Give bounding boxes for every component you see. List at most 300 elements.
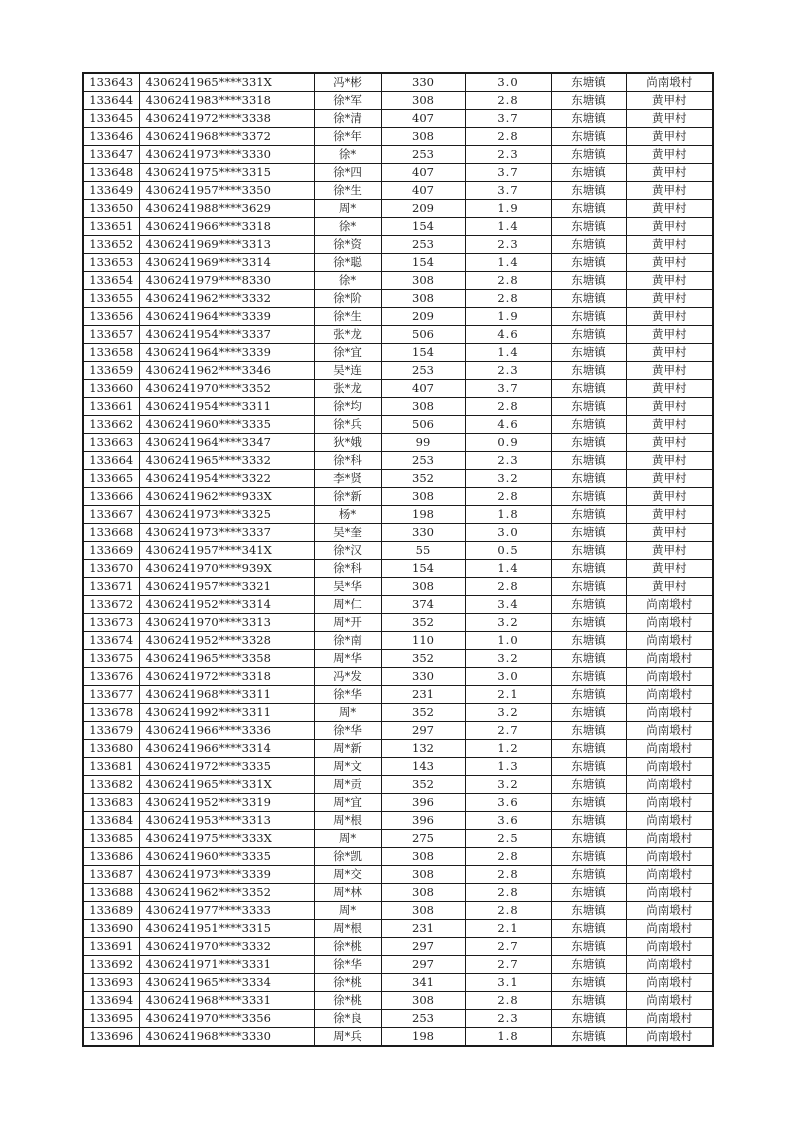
ratio-cell: 4.6 xyxy=(465,326,551,344)
name-cell: 冯*彬 xyxy=(314,73,381,92)
town-cell: 东塘镇 xyxy=(551,73,626,92)
amount-cell: 308 xyxy=(381,272,465,290)
amount-cell: 341 xyxy=(381,974,465,992)
id-number-cell: 4306241971****3331 xyxy=(139,956,314,974)
village-cell: 黄甲村 xyxy=(626,182,713,200)
amount-cell: 297 xyxy=(381,938,465,956)
ratio-cell: 3.0 xyxy=(465,524,551,542)
amount-cell: 297 xyxy=(381,956,465,974)
village-cell: 尚南塅村 xyxy=(626,686,713,704)
town-cell: 东塘镇 xyxy=(551,956,626,974)
serial-number-cell: 133658 xyxy=(83,344,139,362)
amount-cell: 308 xyxy=(381,290,465,308)
village-cell: 尚南塅村 xyxy=(626,830,713,848)
name-cell: 徐*宜 xyxy=(314,344,381,362)
table-row xyxy=(83,308,713,326)
table-row xyxy=(83,92,713,110)
town-cell: 东塘镇 xyxy=(551,794,626,812)
town-cell: 东塘镇 xyxy=(551,398,626,416)
name-cell: 周*开 xyxy=(314,614,381,632)
id-number-cell: 4306241966****3336 xyxy=(139,722,314,740)
amount-cell: 396 xyxy=(381,794,465,812)
serial-number-cell: 133651 xyxy=(83,218,139,236)
id-number-cell: 4306241988****3629 xyxy=(139,200,314,218)
ratio-cell: 3.0 xyxy=(465,668,551,686)
serial-number-cell: 133668 xyxy=(83,524,139,542)
ratio-cell: 2.5 xyxy=(465,830,551,848)
id-number-cell: 4306241960****3335 xyxy=(139,848,314,866)
town-cell: 东塘镇 xyxy=(551,542,626,560)
table-row xyxy=(83,326,713,344)
village-cell: 尚南塅村 xyxy=(626,884,713,902)
amount-cell: 154 xyxy=(381,560,465,578)
village-cell: 尚南塅村 xyxy=(626,704,713,722)
id-number-cell: 4306241954****3337 xyxy=(139,326,314,344)
town-cell: 东塘镇 xyxy=(551,1010,626,1028)
table-row xyxy=(83,506,713,524)
name-cell: 徐*华 xyxy=(314,722,381,740)
name-cell: 徐*南 xyxy=(314,632,381,650)
serial-number-cell: 133689 xyxy=(83,902,139,920)
village-cell: 黄甲村 xyxy=(626,578,713,596)
name-cell: 徐*均 xyxy=(314,398,381,416)
table-row xyxy=(83,578,713,596)
table-row xyxy=(83,128,713,146)
village-cell: 黄甲村 xyxy=(626,272,713,290)
serial-number-cell: 133674 xyxy=(83,632,139,650)
roster-table xyxy=(82,72,714,1047)
town-cell: 东塘镇 xyxy=(551,308,626,326)
serial-number-cell: 133652 xyxy=(83,236,139,254)
ratio-cell: 3.7 xyxy=(465,164,551,182)
serial-number-cell: 133660 xyxy=(83,380,139,398)
amount-cell: 231 xyxy=(381,686,465,704)
serial-number-cell: 133655 xyxy=(83,290,139,308)
name-cell: 周* xyxy=(314,902,381,920)
town-cell: 东塘镇 xyxy=(551,164,626,182)
amount-cell: 407 xyxy=(381,164,465,182)
village-cell: 尚南塅村 xyxy=(626,758,713,776)
town-cell: 东塘镇 xyxy=(551,200,626,218)
town-cell: 东塘镇 xyxy=(551,614,626,632)
name-cell: 吴*连 xyxy=(314,362,381,380)
ratio-cell: 2.8 xyxy=(465,992,551,1010)
name-cell: 徐*华 xyxy=(314,956,381,974)
town-cell: 东塘镇 xyxy=(551,470,626,488)
id-number-cell: 4306241965****331X xyxy=(139,776,314,794)
village-cell: 黄甲村 xyxy=(626,92,713,110)
name-cell: 徐*华 xyxy=(314,686,381,704)
id-number-cell: 4306241983****3318 xyxy=(139,92,314,110)
name-cell: 徐* xyxy=(314,146,381,164)
ratio-cell: 1.8 xyxy=(465,506,551,524)
serial-number-cell: 133663 xyxy=(83,434,139,452)
ratio-cell: 2.8 xyxy=(465,848,551,866)
ratio-cell: 3.2 xyxy=(465,650,551,668)
village-cell: 尚南塅村 xyxy=(626,73,713,92)
table-row xyxy=(83,866,713,884)
village-cell: 黄甲村 xyxy=(626,362,713,380)
name-cell: 徐* xyxy=(314,218,381,236)
amount-cell: 308 xyxy=(381,884,465,902)
ratio-cell: 3.7 xyxy=(465,380,551,398)
id-number-cell: 4306241972****3338 xyxy=(139,110,314,128)
town-cell: 东塘镇 xyxy=(551,362,626,380)
amount-cell: 352 xyxy=(381,650,465,668)
id-number-cell: 4306241973****3330 xyxy=(139,146,314,164)
amount-cell: 352 xyxy=(381,470,465,488)
id-number-cell: 4306241973****3339 xyxy=(139,866,314,884)
ratio-cell: 2.8 xyxy=(465,92,551,110)
town-cell: 东塘镇 xyxy=(551,1028,626,1047)
village-cell: 黄甲村 xyxy=(626,560,713,578)
amount-cell: 253 xyxy=(381,146,465,164)
name-cell: 徐*凯 xyxy=(314,848,381,866)
serial-number-cell: 133688 xyxy=(83,884,139,902)
name-cell: 徐*生 xyxy=(314,182,381,200)
town-cell: 东塘镇 xyxy=(551,524,626,542)
village-cell: 尚南塅村 xyxy=(626,722,713,740)
serial-number-cell: 133664 xyxy=(83,452,139,470)
ratio-cell: 1.2 xyxy=(465,740,551,758)
id-number-cell: 4306241975****333X xyxy=(139,830,314,848)
ratio-cell: 2.7 xyxy=(465,938,551,956)
table-row xyxy=(83,686,713,704)
name-cell: 徐*聪 xyxy=(314,254,381,272)
name-cell: 吴*奎 xyxy=(314,524,381,542)
ratio-cell: 2.8 xyxy=(465,578,551,596)
ratio-cell: 2.8 xyxy=(465,884,551,902)
ratio-cell: 2.3 xyxy=(465,452,551,470)
village-cell: 尚南塅村 xyxy=(626,812,713,830)
id-number-cell: 4306241966****3314 xyxy=(139,740,314,758)
amount-cell: 330 xyxy=(381,668,465,686)
ratio-cell: 4.6 xyxy=(465,416,551,434)
amount-cell: 308 xyxy=(381,488,465,506)
ratio-cell: 1.9 xyxy=(465,308,551,326)
id-number-cell: 4306241954****3322 xyxy=(139,470,314,488)
town-cell: 东塘镇 xyxy=(551,326,626,344)
amount-cell: 308 xyxy=(381,866,465,884)
amount-cell: 154 xyxy=(381,254,465,272)
amount-cell: 99 xyxy=(381,434,465,452)
town-cell: 东塘镇 xyxy=(551,560,626,578)
name-cell: 徐*桃 xyxy=(314,992,381,1010)
amount-cell: 209 xyxy=(381,200,465,218)
serial-number-cell: 133669 xyxy=(83,542,139,560)
village-cell: 黄甲村 xyxy=(626,434,713,452)
serial-number-cell: 133647 xyxy=(83,146,139,164)
amount-cell: 308 xyxy=(381,578,465,596)
village-cell: 黄甲村 xyxy=(626,506,713,524)
town-cell: 东塘镇 xyxy=(551,488,626,506)
id-number-cell: 4306241953****3313 xyxy=(139,812,314,830)
village-cell: 黄甲村 xyxy=(626,164,713,182)
town-cell: 东塘镇 xyxy=(551,992,626,1010)
town-cell: 东塘镇 xyxy=(551,416,626,434)
name-cell: 周*根 xyxy=(314,812,381,830)
town-cell: 东塘镇 xyxy=(551,722,626,740)
id-number-cell: 4306241954****3311 xyxy=(139,398,314,416)
village-cell: 黄甲村 xyxy=(626,218,713,236)
serial-number-cell: 133684 xyxy=(83,812,139,830)
town-cell: 东塘镇 xyxy=(551,290,626,308)
village-cell: 黄甲村 xyxy=(626,146,713,164)
name-cell: 狄*娥 xyxy=(314,434,381,452)
village-cell: 尚南塅村 xyxy=(626,848,713,866)
id-number-cell: 4306241966****3318 xyxy=(139,218,314,236)
town-cell: 东塘镇 xyxy=(551,578,626,596)
serial-number-cell: 133675 xyxy=(83,650,139,668)
name-cell: 李*贤 xyxy=(314,470,381,488)
village-cell: 黄甲村 xyxy=(626,470,713,488)
ratio-cell: 1.4 xyxy=(465,560,551,578)
ratio-cell: 2.1 xyxy=(465,920,551,938)
ratio-cell: 1.0 xyxy=(465,632,551,650)
name-cell: 张*龙 xyxy=(314,326,381,344)
ratio-cell: 3.6 xyxy=(465,794,551,812)
town-cell: 东塘镇 xyxy=(551,758,626,776)
amount-cell: 407 xyxy=(381,182,465,200)
serial-number-cell: 133686 xyxy=(83,848,139,866)
id-number-cell: 4306241965****3332 xyxy=(139,452,314,470)
serial-number-cell: 133681 xyxy=(83,758,139,776)
serial-number-cell: 133691 xyxy=(83,938,139,956)
serial-number-cell: 133654 xyxy=(83,272,139,290)
amount-cell: 308 xyxy=(381,992,465,1010)
table-row xyxy=(83,344,713,362)
id-number-cell: 4306241973****3337 xyxy=(139,524,314,542)
serial-number-cell: 133685 xyxy=(83,830,139,848)
village-cell: 尚南塅村 xyxy=(626,956,713,974)
serial-number-cell: 133673 xyxy=(83,614,139,632)
village-cell: 尚南塅村 xyxy=(626,632,713,650)
name-cell: 徐*科 xyxy=(314,452,381,470)
village-cell: 黄甲村 xyxy=(626,290,713,308)
name-cell: 徐*军 xyxy=(314,92,381,110)
table-row xyxy=(83,434,713,452)
name-cell: 吴*华 xyxy=(314,578,381,596)
town-cell: 东塘镇 xyxy=(551,434,626,452)
amount-cell: 110 xyxy=(381,632,465,650)
village-cell: 尚南塅村 xyxy=(626,614,713,632)
town-cell: 东塘镇 xyxy=(551,236,626,254)
village-cell: 黄甲村 xyxy=(626,200,713,218)
table-row xyxy=(83,632,713,650)
town-cell: 东塘镇 xyxy=(551,380,626,398)
town-cell: 东塘镇 xyxy=(551,92,626,110)
table-row xyxy=(83,182,713,200)
id-number-cell: 4306241952****3328 xyxy=(139,632,314,650)
town-cell: 东塘镇 xyxy=(551,596,626,614)
table-row xyxy=(83,596,713,614)
village-cell: 黄甲村 xyxy=(626,344,713,362)
ratio-cell: 2.7 xyxy=(465,956,551,974)
serial-number-cell: 133645 xyxy=(83,110,139,128)
amount-cell: 297 xyxy=(381,722,465,740)
id-number-cell: 4306241957****3350 xyxy=(139,182,314,200)
ratio-cell: 1.4 xyxy=(465,254,551,272)
town-cell: 东塘镇 xyxy=(551,272,626,290)
id-number-cell: 4306241964****3339 xyxy=(139,308,314,326)
village-cell: 尚南塅村 xyxy=(626,1010,713,1028)
amount-cell: 352 xyxy=(381,776,465,794)
name-cell: 周*宜 xyxy=(314,794,381,812)
name-cell: 冯*发 xyxy=(314,668,381,686)
amount-cell: 308 xyxy=(381,398,465,416)
village-cell: 黄甲村 xyxy=(626,416,713,434)
amount-cell: 308 xyxy=(381,848,465,866)
id-number-cell: 4306241965****331X xyxy=(139,73,314,92)
serial-number-cell: 133671 xyxy=(83,578,139,596)
id-number-cell: 4306241957****3321 xyxy=(139,578,314,596)
table-row xyxy=(83,398,713,416)
town-cell: 东塘镇 xyxy=(551,506,626,524)
ratio-cell: 1.9 xyxy=(465,200,551,218)
serial-number-cell: 133670 xyxy=(83,560,139,578)
town-cell: 东塘镇 xyxy=(551,344,626,362)
table-row xyxy=(83,902,713,920)
table-row xyxy=(83,164,713,182)
town-cell: 东塘镇 xyxy=(551,866,626,884)
serial-number-cell: 133665 xyxy=(83,470,139,488)
village-cell: 尚南塅村 xyxy=(626,776,713,794)
id-number-cell: 4306241970****3356 xyxy=(139,1010,314,1028)
name-cell: 张*龙 xyxy=(314,380,381,398)
amount-cell: 275 xyxy=(381,830,465,848)
amount-cell: 407 xyxy=(381,380,465,398)
name-cell: 周*根 xyxy=(314,920,381,938)
village-cell: 黄甲村 xyxy=(626,128,713,146)
town-cell: 东塘镇 xyxy=(551,884,626,902)
id-number-cell: 4306241960****3335 xyxy=(139,416,314,434)
ratio-cell: 0.9 xyxy=(465,434,551,452)
table-row xyxy=(83,794,713,812)
table-row xyxy=(83,668,713,686)
table-row xyxy=(83,704,713,722)
ratio-cell: 3.2 xyxy=(465,704,551,722)
village-cell: 黄甲村 xyxy=(626,110,713,128)
ratio-cell: 2.8 xyxy=(465,290,551,308)
amount-cell: 308 xyxy=(381,902,465,920)
ratio-cell: 3.6 xyxy=(465,812,551,830)
ratio-cell: 1.8 xyxy=(465,1028,551,1047)
amount-cell: 198 xyxy=(381,506,465,524)
name-cell: 周*新 xyxy=(314,740,381,758)
id-number-cell: 4306241970****3313 xyxy=(139,614,314,632)
serial-number-cell: 133687 xyxy=(83,866,139,884)
ratio-cell: 2.3 xyxy=(465,1010,551,1028)
name-cell: 徐*汉 xyxy=(314,542,381,560)
village-cell: 尚南塅村 xyxy=(626,974,713,992)
id-number-cell: 4306241972****3335 xyxy=(139,758,314,776)
village-cell: 黄甲村 xyxy=(626,488,713,506)
serial-number-cell: 133666 xyxy=(83,488,139,506)
ratio-cell: 2.8 xyxy=(465,488,551,506)
id-number-cell: 4306241970****3352 xyxy=(139,380,314,398)
name-cell: 徐*资 xyxy=(314,236,381,254)
serial-number-cell: 133659 xyxy=(83,362,139,380)
name-cell: 徐*清 xyxy=(314,110,381,128)
village-cell: 尚南塅村 xyxy=(626,794,713,812)
name-cell: 徐*生 xyxy=(314,308,381,326)
amount-cell: 198 xyxy=(381,1028,465,1047)
serial-number-cell: 133690 xyxy=(83,920,139,938)
table-row xyxy=(83,938,713,956)
table-row xyxy=(83,236,713,254)
name-cell: 周*仁 xyxy=(314,596,381,614)
table-row xyxy=(83,920,713,938)
serial-number-cell: 133657 xyxy=(83,326,139,344)
serial-number-cell: 133695 xyxy=(83,1010,139,1028)
town-cell: 东塘镇 xyxy=(551,938,626,956)
table-row xyxy=(83,758,713,776)
id-number-cell: 4306241962****3352 xyxy=(139,884,314,902)
town-cell: 东塘镇 xyxy=(551,632,626,650)
id-number-cell: 4306241957****341X xyxy=(139,542,314,560)
id-number-cell: 4306241965****3334 xyxy=(139,974,314,992)
village-cell: 尚南塅村 xyxy=(626,668,713,686)
name-cell: 周* xyxy=(314,200,381,218)
amount-cell: 407 xyxy=(381,110,465,128)
serial-number-cell: 133676 xyxy=(83,668,139,686)
town-cell: 东塘镇 xyxy=(551,668,626,686)
name-cell: 周*贡 xyxy=(314,776,381,794)
serial-number-cell: 133653 xyxy=(83,254,139,272)
serial-number-cell: 133682 xyxy=(83,776,139,794)
table-row xyxy=(83,542,713,560)
id-number-cell: 4306241968****3330 xyxy=(139,1028,314,1047)
table-row xyxy=(83,560,713,578)
id-number-cell: 4306241951****3315 xyxy=(139,920,314,938)
town-cell: 东塘镇 xyxy=(551,686,626,704)
town-cell: 东塘镇 xyxy=(551,920,626,938)
amount-cell: 330 xyxy=(381,524,465,542)
village-cell: 黄甲村 xyxy=(626,236,713,254)
id-number-cell: 4306241962****3346 xyxy=(139,362,314,380)
village-cell: 尚南塅村 xyxy=(626,1028,713,1047)
village-cell: 尚南塅村 xyxy=(626,596,713,614)
ratio-cell: 3.2 xyxy=(465,470,551,488)
id-number-cell: 4306241968****3311 xyxy=(139,686,314,704)
table-row xyxy=(83,254,713,272)
serial-number-cell: 133679 xyxy=(83,722,139,740)
village-cell: 黄甲村 xyxy=(626,326,713,344)
town-cell: 东塘镇 xyxy=(551,776,626,794)
table-row xyxy=(83,290,713,308)
id-number-cell: 4306241970****939X xyxy=(139,560,314,578)
amount-cell: 55 xyxy=(381,542,465,560)
ratio-cell: 3.2 xyxy=(465,776,551,794)
table-row xyxy=(83,1028,713,1047)
id-number-cell: 4306241977****3333 xyxy=(139,902,314,920)
serial-number-cell: 133696 xyxy=(83,1028,139,1047)
village-cell: 黄甲村 xyxy=(626,542,713,560)
name-cell: 周*华 xyxy=(314,650,381,668)
name-cell: 徐*兵 xyxy=(314,416,381,434)
serial-number-cell: 133667 xyxy=(83,506,139,524)
village-cell: 尚南塅村 xyxy=(626,938,713,956)
ratio-cell: 2.3 xyxy=(465,236,551,254)
amount-cell: 143 xyxy=(381,758,465,776)
ratio-cell: 2.3 xyxy=(465,146,551,164)
name-cell: 徐*阶 xyxy=(314,290,381,308)
village-cell: 黄甲村 xyxy=(626,452,713,470)
ratio-cell: 3.2 xyxy=(465,614,551,632)
table-row xyxy=(83,740,713,758)
id-number-cell: 4306241969****3313 xyxy=(139,236,314,254)
id-number-cell: 4306241972****3318 xyxy=(139,668,314,686)
